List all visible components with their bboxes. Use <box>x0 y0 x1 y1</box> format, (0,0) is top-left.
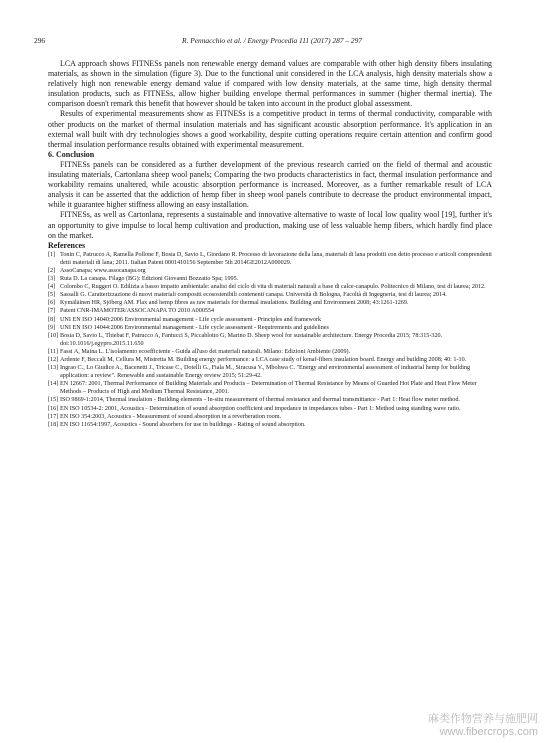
reference-item <box>48 316 492 324</box>
reference-number: [7] <box>48 308 56 315</box>
reference-number: [12] <box>48 357 59 363</box>
body-paragraph: Results of experimental measurements show as FITNESs is a competitive product in terms of thermal conductivity, comparable with other products on the market of thermal insulation materials and has significant acoustic absorption performance. It's application in an external wall built with dry technologies shows a good workability, despite cutting operations require certain attention and confirm good thermal insulation performance results obtained with experimental measurement. <box>48 109 492 149</box>
reference-item <box>48 421 492 429</box>
conclusion-paragraph: FITNESs panels can be considered as a further development of the previous research carried on the field of thermal and acoustic insulating materials, Cartonlana sheep wool panels; Comparing the two products characteristics in fact, thermal insulation performance and workability remains unaltered, while acoustic absorption performance is increased. Moreover, as a further remarkable result of LCA analysis it can be asserted that the addiction of hemp fiber in sheep wool panels contribute to decrease the product environmental impact, while it guarantee higher stiffness allowing an easy installation. <box>48 159 492 210</box>
watermark-line-cn: 麻类作物营养与施肥网 <box>428 713 538 725</box>
reference-text: Sassalli G. Caratterizzazione di nuovi materiali compositi ecosostenibili contenenti canapa. Università di Bologna, Facoltà di Ingegneria, tesi di laurea; 2014. <box>60 292 447 299</box>
reference-text: Fassi A, Maina L. L'isolamento ecoefficiente - Guida all'uso dei materiali naturali. Milano: Edizioni Ambiente (2009). <box>60 348 351 355</box>
references-heading: References <box>48 240 86 250</box>
reference-text: Tonin C, Patrucco A, Ramella Pollone F, Bosia D, Savio L, Giordano R. Processo di lavorazione della lana, materiali di lana prodotti con detto processo e articoli comprendenti detti materiali di lana; 2011. Italian Patent 0001410156 September 5th 2014GE2012A000029. <box>60 251 492 266</box>
reference-item <box>48 283 492 291</box>
reference-item <box>48 364 492 380</box>
reference-item <box>48 356 492 364</box>
reference-text: Bosia D, Savio L, Thiebat F, Patrucco A, Fantucci S, Piccablotto G, Marino D. Sheep wool for sustainable architecture. Energy Procedia 2015; 78:315-320. doi:10.1016/j.egypro.2015.11.650 <box>60 332 443 347</box>
site-watermark <box>428 713 538 739</box>
reference-number: [1] <box>48 251 56 258</box>
reference-item <box>48 299 492 307</box>
reference-number: [11] <box>48 348 59 355</box>
reference-item <box>48 324 492 332</box>
reference-text: EN ISO 10534-2: 2001, Acoustics - Determination of sound absorption coefficient and impedance in impedances tubes - Part 1: Method using standing wave ratio. <box>60 405 461 412</box>
reference-number: [10] <box>48 332 59 339</box>
reference-text: ISO 9869-1:2014, Thermal insulation - Building elements - In-situ measurement of thermal resistance and thermal transmittance - Part 1: Heat flow meter method. <box>60 397 460 404</box>
reference-text: AssoCanapa; www.assocanapa.org <box>60 267 146 274</box>
reference-text: UNI EN ISO 14044:2006 Environmental management - Life cycle assessment - Requirements and guidelines <box>60 324 329 331</box>
reference-item <box>48 380 492 396</box>
reference-text: EN 12667: 2001, Thermal Performance of Building Materials and Products – Determination of Thermal Resistance by Means of Guarded Hot Plate and Heat Flow Meter Methods – Products of High and Medium Thermal Resistance, 2001. <box>60 381 477 396</box>
article-body <box>48 59 492 429</box>
reference-number: [16] <box>48 405 59 412</box>
conclusion-paragraph: FITNESs, as well as Cartonlana, represents a sustainable and innovative alternative to waste of local low quality wool [19], further it's an opportunity to give impulse to local hemp cultivation and production, making use of less valuable hemp fibers, which hardly find place on the market. <box>48 210 492 240</box>
reference-number: [4] <box>48 284 56 291</box>
reference-list <box>48 251 492 429</box>
reference-number: [6] <box>48 300 56 307</box>
reference-item <box>48 251 492 267</box>
reference-number: [17] <box>48 413 59 420</box>
reference-item <box>48 267 492 275</box>
reference-text: Kymäläinen HR, Sjöberg AM. Flax and hemp fibres as raw materials for thermal insulations. Building and Environment 2008; 43:1261-1269. <box>60 300 409 307</box>
watermark-line-url: www.fibercrops.com <box>439 726 538 738</box>
page-number: 296 <box>34 36 46 45</box>
reference-item <box>48 307 492 315</box>
reference-number: [3] <box>48 276 56 283</box>
reference-text: UNI EN ISO 14040:2006 Environmental management - Life cycle assessment - Principles and framework <box>60 316 322 323</box>
reference-number: [5] <box>48 292 56 299</box>
reference-item <box>48 405 492 413</box>
reference-text: EN ISO 354:2003, Acoustics - Measurement of sound absorption in a reverberation room. <box>60 413 282 420</box>
reference-item <box>48 332 492 348</box>
reference-number: [2] <box>48 267 56 274</box>
conclusion-heading: 6. Conclusion <box>48 149 95 159</box>
reference-text: EN ISO 11654:1997, Acoustics - Sound absorbers for use in buildings - Rating of sound absorption. <box>60 421 306 428</box>
reference-number: [8] <box>48 316 56 323</box>
reference-text: Colombo C, Ruggeri O. Edilizia a basso impatto ambientale: analisi del ciclo di vita di materiali naturali a base di calce-canapulo. Politecnico di Milano, tesi di laurea; 2012. <box>60 284 486 291</box>
reference-item <box>48 413 492 421</box>
reference-item <box>48 348 492 356</box>
reference-number: [18] <box>48 421 59 428</box>
reference-text: Ardente F, Beccali M, Cellura M, Mistretta M. Building energy performance: a LCA case study of kenaf-fibers insulation board. Energy and building 2008; 40: 1-10. <box>60 357 467 363</box>
reference-item <box>48 291 492 299</box>
reference-number: [13] <box>48 365 59 372</box>
reference-text: Patent CNR-IMAMOTER/ASSOCANAPA TO 2010 A000554 <box>60 308 215 315</box>
body-paragraph: LCA approach shows FITNESs panels non renewable energy demand values are comparable with other high density fibers insulating materials, as shown in the simulation (figure 3). Due to the functional unit considered in the LCA analysis, high density materials show a relatively high non renewable energy demand value if compared with low density materials, at the same time, high density thermal insulation products, such as FITNESs, allow higher building envelope thermal performances in summer (higher thermal inertia). The comparison doesn't remark this benefit that however should be taken into account in the product global assessment. <box>48 59 492 109</box>
reference-number: [15] <box>48 397 59 404</box>
reference-text: Ruta D. La canapa. Filago (BG): Edizioni Giovanni Bozzatto Spa; 1995. <box>60 276 239 283</box>
reference-item <box>48 275 492 283</box>
reference-number: [14] <box>48 381 59 388</box>
reference-number: [9] <box>48 324 56 331</box>
running-header <box>34 36 510 46</box>
reference-text: Ingrao C., Lo Giudice A., Bacenetti J., Tricase C., Dotelli G., Fiala M., Siracusa V., Mbohwa C. "Energy and environmental assessment of industrial hemp for building application: a review". Renewable and sustainable Energy review 2015; 51:29-42. <box>60 365 471 380</box>
reference-item <box>48 396 492 404</box>
journal-reference: R. Pennacchio et al. / Energy Procedia 111 (2017) 287 – 297 <box>182 36 362 45</box>
